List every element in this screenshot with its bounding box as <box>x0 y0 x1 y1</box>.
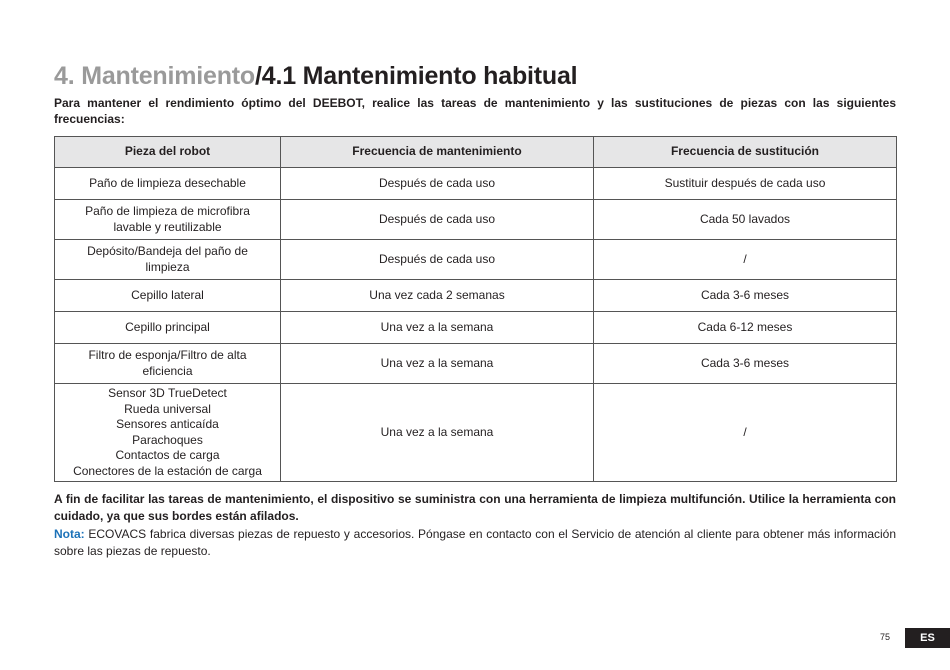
maintenance-cell: Después de cada uso <box>281 240 594 280</box>
table-header-row <box>55 137 897 168</box>
part-cell: Cepillo lateral <box>55 280 281 312</box>
replacement-cell: / <box>594 240 897 280</box>
maintenance-table <box>54 136 897 482</box>
column-header-replacement: Frecuencia de sustitución <box>594 137 897 168</box>
maintenance-cell: Una vez a la semana <box>281 344 594 384</box>
note-label: Nota: <box>54 527 85 541</box>
replacement-cell: Sustituir después de cada uso <box>594 168 897 200</box>
page-number: 75 <box>880 632 891 642</box>
replacement-cell: / <box>594 384 897 482</box>
table-row <box>55 384 897 482</box>
tool-note: A fin de facilitar las tareas de mantenimiento, el dispositivo se suministra con una herramienta de limpieza multifunción. Utilice la herramienta con cuidado, ya que sus bordes están afilados. <box>54 492 896 523</box>
replacement-cell: Cada 6-12 meses <box>594 312 897 344</box>
replacement-cell: Cada 3-6 meses <box>594 280 897 312</box>
replacement-cell: Cada 50 lavados <box>594 200 897 240</box>
column-header-part: Pieza del robot <box>55 137 281 168</box>
table-row <box>55 168 897 200</box>
note-text: ECOVACS fabrica diversas piezas de repuesto y accesorios. Póngase en contacto con el Servicio de atención al cliente para obtener más información sobre las piezas de repuesto. <box>54 527 896 558</box>
part-cell: Filtro de esponja/Filtro de alta eficiencia <box>55 344 281 384</box>
table-row <box>55 344 897 384</box>
part-cell: Paño de limpieza desechable <box>55 168 281 200</box>
maintenance-cell: Una vez a la semana <box>281 384 594 482</box>
maintenance-cell: Una vez cada 2 semanas <box>281 280 594 312</box>
part-cell: Paño de limpieza de microfibra lavable y reutilizable <box>55 200 281 240</box>
note-paragraph <box>54 526 896 559</box>
table-row <box>55 280 897 312</box>
chapter-title: 4. Mantenimiento <box>54 62 255 90</box>
replacement-cell: Cada 3-6 meses <box>594 344 897 384</box>
table-row <box>55 200 897 240</box>
part-cell: Cepillo principal <box>55 312 281 344</box>
table-row <box>55 312 897 344</box>
column-header-maintenance: Frecuencia de mantenimiento <box>281 137 594 168</box>
section-title: /4.1 Mantenimiento habitual <box>255 62 578 90</box>
maintenance-cell: Después de cada uso <box>281 168 594 200</box>
language-tab: ES <box>905 628 950 648</box>
part-cell: Depósito/Bandeja del paño de limpieza <box>55 240 281 280</box>
part-cell: Sensor 3D TrueDetect Rueda universal Sensores anticaída Parachoques Contactos de carga Conectores de la estación de carga <box>55 384 281 482</box>
page-title <box>54 60 577 92</box>
table-row <box>55 240 897 280</box>
maintenance-cell: Después de cada uso <box>281 200 594 240</box>
maintenance-cell: Una vez a la semana <box>281 312 594 344</box>
intro-paragraph: Para mantener el rendimiento óptimo del DEEBOT, realice las tareas de mantenimiento y las sustituciones de piezas con las siguientes frecuencias: <box>54 96 896 126</box>
